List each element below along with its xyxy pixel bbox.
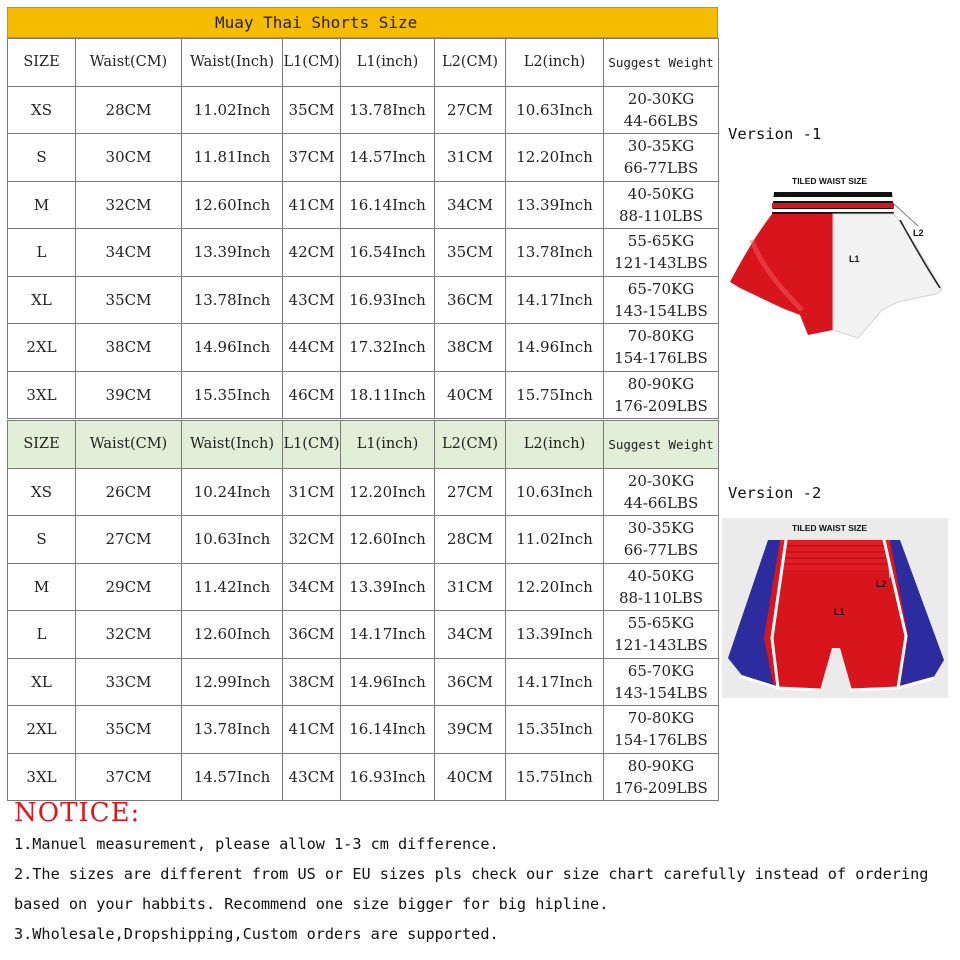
l1-cm-cell: 38CM bbox=[283, 658, 341, 706]
weight-lbs: 143-154LBS bbox=[614, 301, 708, 320]
table-row bbox=[8, 134, 719, 182]
column-header: L1(CM) bbox=[283, 39, 341, 87]
weight-lbs: 176-209LBS bbox=[614, 396, 708, 415]
suggest-weight-cell bbox=[604, 86, 719, 134]
version-2-label: Version -2 bbox=[728, 484, 822, 502]
notice-line-2: 2.The sizes are different from US or EU sizes pls check our size chart carefully instead of ordering bbox=[14, 865, 929, 883]
waist-inch-cell: 13.78Inch bbox=[182, 276, 283, 324]
notice-title: NOTICE: bbox=[14, 798, 141, 828]
weight-kg: 80-90KG bbox=[627, 756, 695, 775]
column-header: Waist(CM) bbox=[76, 421, 182, 469]
l2-cm-cell: 27CM bbox=[435, 86, 506, 134]
l1-cm-cell: 44CM bbox=[283, 324, 341, 372]
suggest-weight-cell bbox=[604, 468, 719, 516]
waist-cm-cell: 27CM bbox=[76, 516, 182, 564]
size-table-version-1 bbox=[7, 38, 719, 419]
weight-kg: 65-70KG bbox=[627, 279, 695, 298]
waist-cm-cell: 32CM bbox=[76, 611, 182, 659]
size-cell: L bbox=[8, 229, 76, 277]
size-cell: M bbox=[8, 563, 76, 611]
suggest-weight-cell bbox=[604, 753, 719, 801]
l2-cm-cell: 40CM bbox=[435, 371, 506, 419]
weight-kg: 80-90KG bbox=[627, 374, 695, 393]
column-header: L1(inch) bbox=[341, 421, 435, 469]
weight-lbs: 44-66LBS bbox=[623, 493, 699, 512]
column-header: Waist(Inch) bbox=[182, 39, 283, 87]
l2-cm-cell: 40CM bbox=[435, 753, 506, 801]
l1-inch-cell: 13.78Inch bbox=[341, 86, 435, 134]
size-cell: S bbox=[8, 134, 76, 182]
weight-lbs: 66-77LBS bbox=[623, 159, 699, 178]
table-header-row bbox=[8, 39, 719, 87]
l2-inch-cell: 14.17Inch bbox=[506, 658, 604, 706]
weight-lbs: 143-154LBS bbox=[614, 683, 708, 702]
notice-line-3: based on your habbits. Recommend one size bigger for big hipline. bbox=[14, 895, 609, 913]
table-row bbox=[8, 611, 719, 659]
weight-kg: 70-80KG bbox=[627, 709, 695, 728]
l2-inch-cell: 13.39Inch bbox=[506, 181, 604, 229]
column-header: Suggest Weight bbox=[604, 421, 719, 469]
waist-inch-cell: 13.39Inch bbox=[182, 229, 283, 277]
suggest-weight-cell bbox=[604, 658, 719, 706]
notice-line-4: 3.Wholesale,Dropshipping,Custom orders are supported. bbox=[14, 925, 499, 943]
l1-inch-cell: 16.14Inch bbox=[341, 181, 435, 229]
table-header-row bbox=[8, 421, 719, 469]
l2-cm-cell: 36CM bbox=[435, 658, 506, 706]
weight-lbs: 154-176LBS bbox=[614, 731, 708, 750]
version-2-caption: TILED WAIST SIZE bbox=[792, 523, 868, 533]
waist-cm-cell: 33CM bbox=[76, 658, 182, 706]
l1-cm-cell: 41CM bbox=[283, 706, 341, 754]
column-header: L2(inch) bbox=[506, 421, 604, 469]
weight-kg: 30-35KG bbox=[627, 137, 695, 156]
l1-inch-cell: 12.20Inch bbox=[341, 468, 435, 516]
table-title: Muay Thai Shorts Size bbox=[7, 7, 718, 38]
suggest-weight-cell bbox=[604, 611, 719, 659]
size-cell: XS bbox=[8, 468, 76, 516]
table-row bbox=[8, 563, 719, 611]
size-cell: 2XL bbox=[8, 706, 76, 754]
column-header: L2(CM) bbox=[435, 39, 506, 87]
size-table-version-2 bbox=[7, 420, 719, 801]
waist-cm-cell: 35CM bbox=[76, 276, 182, 324]
table-row bbox=[8, 324, 719, 372]
size-cell: S bbox=[8, 516, 76, 564]
weight-kg: 30-35KG bbox=[627, 519, 695, 538]
version-2-l2-marker: L2 bbox=[876, 579, 887, 589]
weight-lbs: 66-77LBS bbox=[623, 541, 699, 560]
waist-inch-cell: 10.63Inch bbox=[182, 516, 283, 564]
waist-cm-cell: 32CM bbox=[76, 181, 182, 229]
l1-cm-cell: 34CM bbox=[283, 563, 341, 611]
version-1-l2-marker: L2 bbox=[913, 228, 924, 238]
waist-inch-cell: 11.42Inch bbox=[182, 563, 283, 611]
column-header: Suggest Weight bbox=[604, 39, 719, 87]
shorts-version-2-image bbox=[722, 518, 948, 698]
weight-lbs: 44-66LBS bbox=[623, 111, 699, 130]
column-header: Waist(Inch) bbox=[182, 421, 283, 469]
size-cell: M bbox=[8, 181, 76, 229]
size-cell: XL bbox=[8, 276, 76, 324]
l2-inch-cell: 10.63Inch bbox=[506, 86, 604, 134]
table-row bbox=[8, 658, 719, 706]
waist-cm-cell: 39CM bbox=[76, 371, 182, 419]
weight-lbs: 88-110LBS bbox=[618, 588, 704, 607]
size-cell: XL bbox=[8, 658, 76, 706]
l1-cm-cell: 37CM bbox=[283, 134, 341, 182]
l2-cm-cell: 31CM bbox=[435, 563, 506, 611]
weight-kg: 40-50KG bbox=[627, 566, 695, 585]
weight-kg: 40-50KG bbox=[627, 184, 695, 203]
waist-cm-cell: 35CM bbox=[76, 706, 182, 754]
l2-cm-cell: 34CM bbox=[435, 181, 506, 229]
table-row bbox=[8, 753, 719, 801]
l2-inch-cell: 15.75Inch bbox=[506, 753, 604, 801]
weight-lbs: 121-143LBS bbox=[614, 636, 708, 655]
l2-cm-cell: 27CM bbox=[435, 468, 506, 516]
l2-inch-cell: 14.96Inch bbox=[506, 324, 604, 372]
l2-inch-cell: 13.39Inch bbox=[506, 611, 604, 659]
suggest-weight-cell bbox=[604, 324, 719, 372]
size-cell: 3XL bbox=[8, 371, 76, 419]
l2-cm-cell: 36CM bbox=[435, 276, 506, 324]
weight-lbs: 121-143LBS bbox=[614, 254, 708, 273]
l2-inch-cell: 11.02Inch bbox=[506, 516, 604, 564]
l1-inch-cell: 12.60Inch bbox=[341, 516, 435, 564]
l2-cm-cell: 31CM bbox=[435, 134, 506, 182]
l2-cm-cell: 38CM bbox=[435, 324, 506, 372]
waist-inch-cell: 13.78Inch bbox=[182, 706, 283, 754]
l1-inch-cell: 17.32Inch bbox=[341, 324, 435, 372]
waist-inch-cell: 12.60Inch bbox=[182, 181, 283, 229]
l2-inch-cell: 12.20Inch bbox=[506, 563, 604, 611]
l1-cm-cell: 36CM bbox=[283, 611, 341, 659]
weight-kg: 70-80KG bbox=[627, 327, 695, 346]
table-row bbox=[8, 276, 719, 324]
column-header: SIZE bbox=[8, 421, 76, 469]
table-row bbox=[8, 229, 719, 277]
version-2-l1-marker: L1 bbox=[834, 607, 845, 617]
version-1-label: Version -1 bbox=[728, 125, 822, 143]
weight-kg: 65-70KG bbox=[627, 661, 695, 680]
l2-cm-cell: 28CM bbox=[435, 516, 506, 564]
column-header: SIZE bbox=[8, 39, 76, 87]
l2-cm-cell: 35CM bbox=[435, 229, 506, 277]
size-cell: 3XL bbox=[8, 753, 76, 801]
suggest-weight-cell bbox=[604, 563, 719, 611]
l1-cm-cell: 46CM bbox=[283, 371, 341, 419]
size-cell: L bbox=[8, 611, 76, 659]
suggest-weight-cell bbox=[604, 134, 719, 182]
suggest-weight-cell bbox=[604, 516, 719, 564]
table-row bbox=[8, 468, 719, 516]
table-row bbox=[8, 86, 719, 134]
l2-inch-cell: 14.17Inch bbox=[506, 276, 604, 324]
weight-lbs: 154-176LBS bbox=[614, 349, 708, 368]
l1-inch-cell: 14.17Inch bbox=[341, 611, 435, 659]
l1-inch-cell: 16.93Inch bbox=[341, 753, 435, 801]
weight-lbs: 176-209LBS bbox=[614, 778, 708, 797]
waist-inch-cell: 12.60Inch bbox=[182, 611, 283, 659]
l1-inch-cell: 16.93Inch bbox=[341, 276, 435, 324]
waist-inch-cell: 14.96Inch bbox=[182, 324, 283, 372]
waist-inch-cell: 11.81Inch bbox=[182, 134, 283, 182]
l2-cm-cell: 34CM bbox=[435, 611, 506, 659]
table-row bbox=[8, 516, 719, 564]
version-1-caption: TILED WAIST SIZE bbox=[792, 176, 868, 186]
l1-cm-cell: 35CM bbox=[283, 86, 341, 134]
notice-line-1: 1.Manuel measurement, please allow 1-3 cm difference. bbox=[14, 835, 499, 853]
l2-cm-cell: 39CM bbox=[435, 706, 506, 754]
waist-cm-cell: 28CM bbox=[76, 86, 182, 134]
l1-cm-cell: 32CM bbox=[283, 516, 341, 564]
column-header: Waist(CM) bbox=[76, 39, 182, 87]
column-header: L1(inch) bbox=[341, 39, 435, 87]
suggest-weight-cell bbox=[604, 229, 719, 277]
l1-cm-cell: 41CM bbox=[283, 181, 341, 229]
version-1-l1-marker: L1 bbox=[849, 254, 860, 264]
waist-cm-cell: 37CM bbox=[76, 753, 182, 801]
table-row bbox=[8, 706, 719, 754]
table-row bbox=[8, 371, 719, 419]
waist-cm-cell: 38CM bbox=[76, 324, 182, 372]
suggest-weight-cell bbox=[604, 181, 719, 229]
suggest-weight-cell bbox=[604, 276, 719, 324]
l2-inch-cell: 12.20Inch bbox=[506, 134, 604, 182]
l1-cm-cell: 43CM bbox=[283, 753, 341, 801]
weight-kg: 20-30KG bbox=[627, 471, 695, 490]
l1-inch-cell: 14.96Inch bbox=[341, 658, 435, 706]
l1-inch-cell: 18.11Inch bbox=[341, 371, 435, 419]
l1-inch-cell: 16.54Inch bbox=[341, 229, 435, 277]
waist-inch-cell: 14.57Inch bbox=[182, 753, 283, 801]
waist-cm-cell: 34CM bbox=[76, 229, 182, 277]
waist-inch-cell: 12.99Inch bbox=[182, 658, 283, 706]
suggest-weight-cell bbox=[604, 706, 719, 754]
column-header: L2(CM) bbox=[435, 421, 506, 469]
l1-cm-cell: 43CM bbox=[283, 276, 341, 324]
weight-lbs: 88-110LBS bbox=[618, 206, 704, 225]
l2-inch-cell: 15.75Inch bbox=[506, 371, 604, 419]
l1-inch-cell: 16.14Inch bbox=[341, 706, 435, 754]
column-header: L1(CM) bbox=[283, 421, 341, 469]
size-cell: 2XL bbox=[8, 324, 76, 372]
waist-cm-cell: 30CM bbox=[76, 134, 182, 182]
notice-section bbox=[14, 797, 944, 949]
waist-inch-cell: 11.02Inch bbox=[182, 86, 283, 134]
l2-inch-cell: 15.35Inch bbox=[506, 706, 604, 754]
size-cell: XS bbox=[8, 86, 76, 134]
waist-inch-cell: 15.35Inch bbox=[182, 371, 283, 419]
suggest-weight-cell bbox=[604, 371, 719, 419]
table-row bbox=[8, 181, 719, 229]
l1-cm-cell: 42CM bbox=[283, 229, 341, 277]
waist-inch-cell: 10.24Inch bbox=[182, 468, 283, 516]
weight-kg: 20-30KG bbox=[627, 89, 695, 108]
weight-kg: 55-65KG bbox=[627, 232, 695, 251]
shorts-version-1-image bbox=[722, 170, 954, 342]
waist-cm-cell: 29CM bbox=[76, 563, 182, 611]
l1-inch-cell: 13.39Inch bbox=[341, 563, 435, 611]
waist-cm-cell: 26CM bbox=[76, 468, 182, 516]
weight-kg: 55-65KG bbox=[627, 614, 695, 633]
l1-cm-cell: 31CM bbox=[283, 468, 341, 516]
l2-inch-cell: 13.78Inch bbox=[506, 229, 604, 277]
column-header: L2(inch) bbox=[506, 39, 604, 87]
l1-inch-cell: 14.57Inch bbox=[341, 134, 435, 182]
l2-inch-cell: 10.63Inch bbox=[506, 468, 604, 516]
